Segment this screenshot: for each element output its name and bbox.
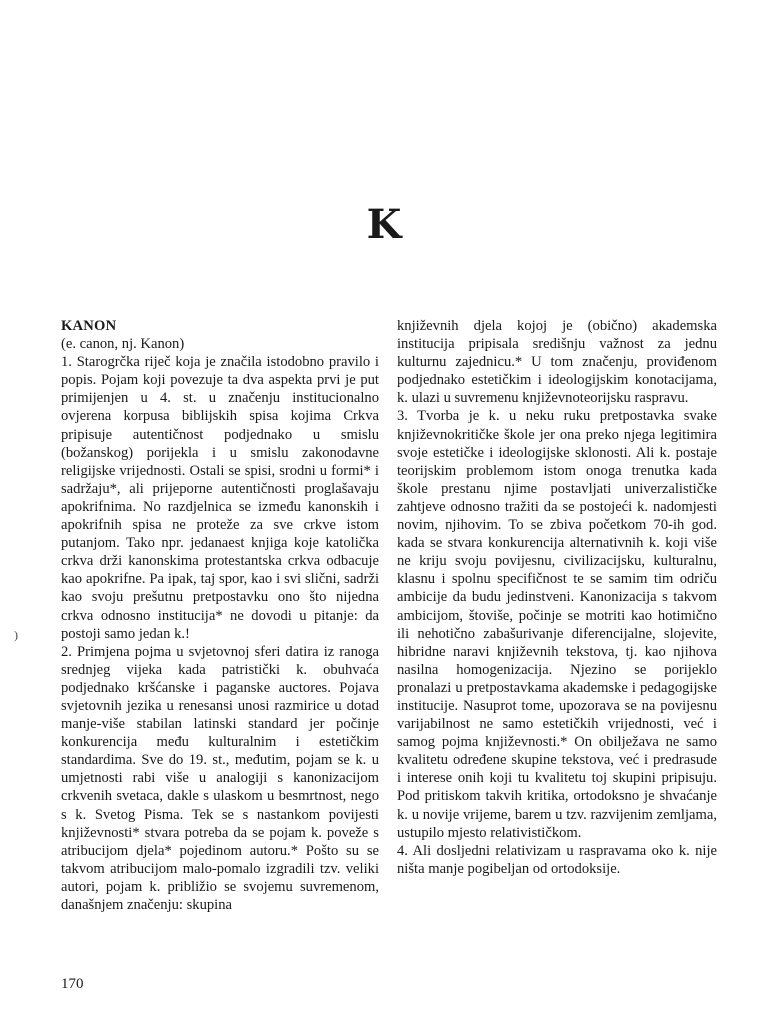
left-column — [61, 317, 379, 914]
paragraph-2: 2. Primjena pojma u svjetovnoj sferi datira iz ranoga srednjeg vijeka kada patristički k. obuhvaća podjednako kršćanske i paganske auctores. Pojava svjetovnih jezika u renesansi unosi razmirice u dotad manje-više stabilan latinski standard jer počinje konkurencija među kulturalnim i estetičkim standardima. Sve do 19. st., međutim, pojam se k. u umjetnosti rabi više u analogiji s kanonizacijom crkvenih svetaca, dakle s ulaskom u besmrtnost, nego s k. Svetog Pisma. Tek se s nastankom povijesti književnosti* stvara potreba da se pojam k. poveže s atribucijom djela* pojedinom autoru.* Pošto su se takvom atribucijom malo-pomalo izgradili tzv. veliki autori, pojam k. približio se svojemu suvremenom, današnjem značenju: skupina — [61, 643, 379, 913]
right-column — [397, 317, 717, 878]
paragraph-1: 1. Starogrčka riječ koja je značila istodobno pravilo i popis. Pojam koji povezuje ta dva aspekta prvi je put primijenjen u 4. st. u značenju institucionalno ovjerena korpusa biblijskih spisa kojima Crkva pripisuje autentičnost podjednako u smislu (božanskog) porijekla i u smislu zakonodavne religijske vrijednosti. Ostali se spisi, srodni u formi* i sadržaju*, ali prijeporne autentičnosti proglašavaju apokrifnima. No razdjelnica se između kanonskih i apokrifnih spisa ne proteže za sve crkve istom putanjom. Tako npr. jedanaest knjiga koje katolička crkva drži kanonskima protestantska crkva odbacuje kao apokrifne. Pa ipak, taj spor, kao i svi slični, sadrži kao svoju prešutnu pretpostavku ono što nijedna crkva odnosno institucija* ne dovodi u pitanje: da postoji samo jedan k.! — [61, 354, 379, 642]
paragraph-4: 4. Ali dosljedni relativizam u raspravama oko k. nije ništa manje pogibeljan od ortodoksije. — [397, 842, 717, 877]
edge-mark: ) — [14, 628, 18, 642]
chapter-letter: K — [366, 201, 402, 248]
page-number: 170 — [61, 976, 84, 992]
paragraph-2-continued: književnih djela kojoj je (obično) akademska institucija pripisala središnju važnost za jednu kulturnu zajednicu.* U tom značenju, provіđenom podjednako estetičkim i ideologijskim konotacijama, k. ulazi u suvremenu književnoteorijsku raspravu. — [397, 318, 717, 407]
entry-title: KANON — [61, 318, 117, 334]
paragraph-3: 3. Tvorba je k. u neku ruku pretpostavka svake književnokritičke škole jer ona preko njega legitimira svoje estetičke i ideologijske sklonosti. Ali k. postaje teorijskim problemom istom onoga trenutka kada škole prestanu njime postavljati univerzalističke zahtjeve odnosno tražiti da se postojeći k. nadomjesti novim, njihovim. To se zbiva početkom 70-ih god. kada se stvara konkurencija alternativnih k. koji više ne kriju svoju povijesnu, civilizacijsku, kulturalnu, klasnu i spolnu specifičnost te se samim tim odriču ambicije da budu jedinstveni. Kanonizacija s takvom ambicijom, štoviše, počinje se motriti kao hotimično ili nehotično zabašurivanje diferencijalne, slojevite, hibridne naravi književnih tekstova, tj. kao njihova nasilna homogenizacija. Njezino se porijeklo pronalazi u pretpostavkama akademske i pedagogijske institucije. Nasuprot tome, upozorava se na povijesnu varijabilnost ne samo estetičkih vrijednosti, već i samog pojma književnosti.* On obilježava ne samo kvalitetu određene skupine tekstova, već i predrasude i interese onih koji tu kvalitetu toj skupini pripisuju. Pod pritiskom takvih kritika, ortodoksno je shvaćanje k. u novije vrijeme, barem u tzv. razvijenim zemljama, ustupilo mjesto relativističkom. — [397, 408, 717, 841]
entry-etymology: (e. canon, nj. Kanon) — [61, 336, 185, 353]
